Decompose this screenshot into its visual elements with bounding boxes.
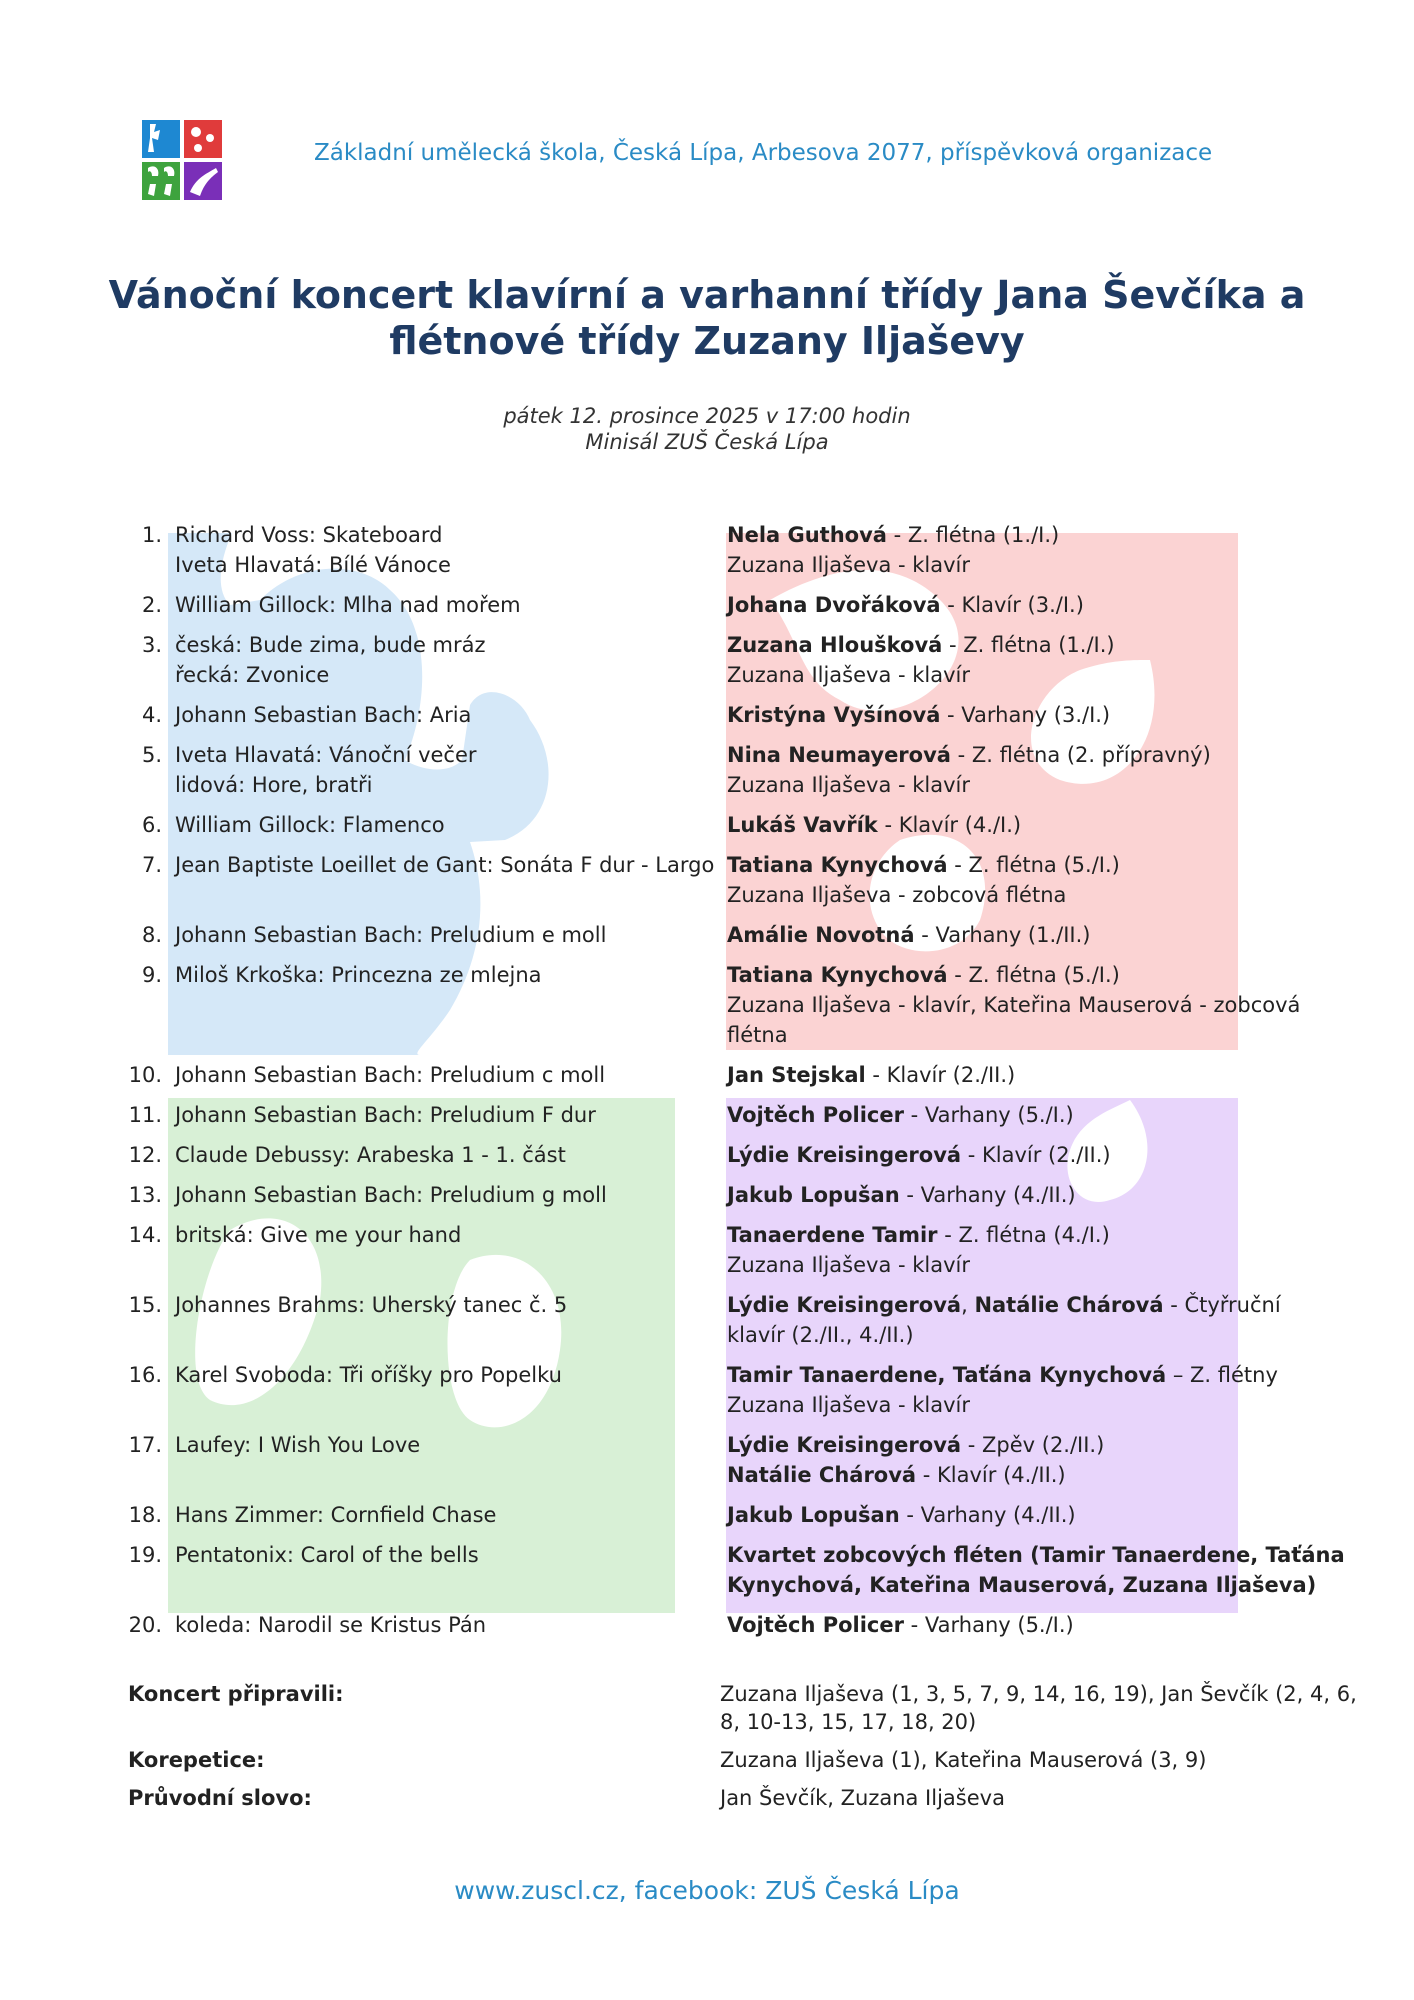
program-piece (175, 1290, 715, 1320)
program-performers (727, 1540, 1345, 1600)
performer-line (727, 590, 1307, 620)
performer-line (727, 1570, 1317, 1600)
program-performers (727, 1180, 1307, 1210)
performer-line (727, 990, 1307, 1020)
korepetice-label: Korepetice: (128, 1748, 265, 1772)
performer-line (727, 1610, 1307, 1640)
school-logo (140, 118, 224, 202)
performer-detail: Zuzana Iljaševa - klavír, Kateřina Mauserová - zobcová (727, 993, 1301, 1017)
korepetice-value: Zuzana Iljaševa (1), Kateřina Mauserová (3, 9) (720, 1748, 1207, 1772)
performer-line (727, 1140, 1307, 1170)
program-number: 15. (128, 1293, 162, 1317)
program-performers (727, 1140, 1307, 1170)
performer-line (727, 1500, 1307, 1530)
performer-name: Tatiana Kynychová (727, 853, 948, 877)
piece-title: Johann Sebastian Bach: Preludium F dur (175, 1103, 596, 1127)
program-performers (727, 740, 1307, 800)
performer-detail: - Varhany (5./I.) (903, 1613, 1074, 1637)
performer-line (727, 1060, 1307, 1090)
performer-detail: - Čtyřruční (1163, 1293, 1281, 1317)
performer-detail: flétna (727, 1023, 788, 1047)
program-piece (175, 1100, 715, 1130)
program-performers (727, 590, 1307, 620)
piece-title: řecká: Zvonice (175, 663, 330, 687)
piece-title: Johannes Brahms: Uherský tanec č. 5 (175, 1293, 568, 1317)
word-label: Průvodní slovo: (128, 1786, 312, 1810)
piece-title: Johann Sebastian Bach: Preludium e moll (175, 923, 607, 947)
performer-name: Johana Dvořáková (727, 593, 941, 617)
program-piece (175, 590, 715, 620)
event-venue: Minisál ZUŠ Česká Lípa (585, 430, 829, 454)
performer-line (727, 1020, 1307, 1050)
program-number: 2. (141, 593, 162, 617)
program-performers (727, 1060, 1307, 1090)
piece-title: Johann Sebastian Bach: Preludium g moll (175, 1183, 607, 1207)
performer-name: Tamir Tanaerdene, Taťána Kynychová (727, 1363, 1167, 1387)
performer-line (727, 1360, 1307, 1390)
performer-name: Vojtěch Policer (727, 1613, 904, 1637)
performer-detail: Zuzana Iljaševa - klavír (727, 553, 971, 577)
program-performers (727, 1100, 1307, 1130)
piece-title: britská: Give me your hand (175, 1223, 462, 1247)
program-piece (175, 520, 715, 580)
program-piece (175, 850, 715, 880)
performer-line (727, 1290, 1307, 1320)
performer-name: Lýdie Kreisingerová (727, 1293, 962, 1317)
prepared-value: Zuzana Iljaševa (1, 3, 5, 7, 9, 14, 16, 19), Jan Ševčík (2, 4, 6, 8, 10-13, 15, 17, 18, 20) (720, 1682, 1357, 1734)
piece-title: Johann Sebastian Bach: Preludium c moll (175, 1063, 606, 1087)
piece-title: Jean Baptiste Loeillet de Gant: Sonáta F dur - Largo (175, 853, 715, 877)
performer-name: Jan Stejskal (727, 1063, 866, 1087)
performer-detail: – Z. flétny (1166, 1363, 1278, 1387)
program-number: 7. (141, 853, 162, 877)
performer-detail: - Varhany (3./I.) (940, 703, 1111, 727)
performer-detail: - Varhany (5./I.) (903, 1103, 1074, 1127)
performer-detail: Zuzana Iljaševa - klavír (727, 773, 971, 797)
piece-title: Karel Svoboda: Tři oříšky pro Popelku (175, 1363, 562, 1387)
performer-name: Nina Neumayerová (727, 743, 951, 767)
performer-line (727, 850, 1307, 880)
performer-line (727, 740, 1307, 770)
performer-detail: Zuzana Iljaševa - zobcová flétna (727, 883, 1067, 907)
performer-line (727, 1460, 1307, 1490)
piece-title: česká: Bude zima, bude mráz (175, 633, 486, 657)
performer-line (727, 1180, 1307, 1210)
performer-name: Jakub Lopušan (727, 1183, 900, 1207)
performer-name: Kristýna Vyšínová (727, 703, 941, 727)
performer-line (727, 880, 1307, 910)
program-piece (175, 1610, 715, 1640)
program-performers (727, 1500, 1307, 1530)
performer-detail: - Varhany (4./II.) (899, 1503, 1076, 1527)
performer-line (727, 810, 1307, 840)
footer-links[interactable]: www.zuscl.cz, facebook: ZUŠ Česká Lípa (454, 1876, 960, 1905)
piece-title: Claude Debussy: Arabeska 1 - 1. část (175, 1143, 566, 1167)
performer-detail: - Klavír (3./I.) (940, 593, 1084, 617)
performer-detail: klavír (2./II., 4./II.) (727, 1323, 914, 1347)
performer-detail: - Klavír (4./I.) (877, 813, 1022, 837)
piece-title: Pentatonix: Carol of the bells (175, 1543, 479, 1567)
program-piece (175, 700, 715, 730)
program-number: 8. (141, 923, 162, 947)
title-line-2: flétnové třídy Zuzany Iljaševy (389, 319, 1025, 363)
program-number: 16. (128, 1363, 162, 1387)
performer-name: Lýdie Kreisingerová (727, 1433, 962, 1457)
program-piece (175, 1180, 715, 1210)
performer-detail: Zuzana Iljaševa - klavír (727, 1393, 971, 1417)
performer-line (727, 1320, 1307, 1350)
performer-name: Natálie Chárová (727, 1463, 917, 1487)
performer-name: Kynychová, Kateřina Mauserová, Zuzana Iljaševa) (727, 1573, 1317, 1597)
program-number: 10. (128, 1063, 162, 1087)
performer-line (727, 960, 1307, 990)
piece-title: Iveta Hlavatá: Bílé Vánoce (175, 553, 451, 577)
performer-detail: - Z. flétna (1./I.) (942, 633, 1115, 657)
program-number: 20. (128, 1613, 162, 1637)
piece-title: Laufey: I Wish You Love (175, 1433, 421, 1457)
performer-name: Tatiana Kynychová (727, 963, 948, 987)
program-piece (175, 810, 715, 840)
program-performers (727, 850, 1307, 910)
program-piece (175, 630, 715, 690)
performer-line (727, 550, 1307, 580)
program-number: 3. (141, 633, 162, 657)
program-piece (175, 1140, 715, 1170)
performer-detail: - Klavír (2./II.) (865, 1063, 1016, 1087)
program-piece (175, 1430, 715, 1460)
performer-name: Natálie Chárová (974, 1293, 1164, 1317)
program-piece (175, 1060, 715, 1090)
program-performers (727, 630, 1307, 690)
performer-name: Vojtěch Policer (727, 1103, 904, 1127)
performer-line (727, 1100, 1307, 1130)
program-number: 4. (141, 703, 162, 727)
program-number: 18. (128, 1503, 162, 1527)
piece-title: William Gillock: Mlha nad mořem (175, 593, 521, 617)
program-piece (175, 960, 715, 990)
performer-line (727, 1430, 1307, 1460)
program-performers (727, 1360, 1307, 1420)
performer-name: Lýdie Kreisingerová (727, 1143, 962, 1167)
piece-title: Hans Zimmer: Cornfield Chase (175, 1503, 497, 1527)
performer-name: Kvartet zobcových fléten (Tamir Tanaerdene, Taťána (727, 1543, 1345, 1567)
performer-detail: Zuzana Iljaševa - klavír (727, 663, 971, 687)
program-number: 6. (141, 813, 162, 837)
event-date: pátek 12. prosince 2025 v 17:00 hodin (503, 404, 911, 428)
performer-detail: , (961, 1293, 975, 1317)
program-piece (175, 1220, 715, 1250)
piece-title: Richard Voss: Skateboard (175, 523, 443, 547)
program-performers (727, 700, 1307, 730)
word-value: Jan Ševčík, Zuzana Iljaševa (720, 1786, 1005, 1810)
program-performers (727, 1220, 1307, 1280)
performer-detail: - Z. flétna (2. přípravný) (950, 743, 1211, 767)
performer-detail: Zuzana Iljaševa - klavír (727, 1253, 971, 1277)
piece-title: William Gillock: Flamenco (175, 813, 445, 837)
performer-name: Amálie Novotná (727, 923, 915, 947)
performer-line (727, 660, 1307, 690)
performer-detail: - Varhany (1./II.) (914, 923, 1091, 947)
program-number: 11. (128, 1103, 162, 1127)
program-number: 12. (128, 1143, 162, 1167)
program-performers (727, 1610, 1307, 1640)
performer-line (727, 700, 1307, 730)
program-number: 5. (141, 743, 162, 767)
performer-detail: - Zpěv (2./II.) (961, 1433, 1105, 1457)
program-piece (175, 1540, 715, 1570)
program-performers (727, 810, 1307, 840)
program-number: 17. (128, 1433, 162, 1457)
piece-title: Johann Sebastian Bach: Aria (175, 703, 472, 727)
performer-detail: - Klavír (4./II.) (916, 1463, 1066, 1487)
performer-line (727, 1390, 1307, 1420)
performer-name: Zuzana Hloušková (727, 633, 943, 657)
performer-line (727, 520, 1307, 550)
performer-detail: - Klavír (2./II.) (961, 1143, 1111, 1167)
program-performers (727, 1290, 1307, 1350)
piece-title: koleda: Narodil se Kristus Pán (175, 1613, 487, 1637)
prepared-label: Koncert připravili: (128, 1682, 344, 1706)
school-name: Základní umělecká škola, Česká Lípa, Arbesova 2077, příspěvková organizace (314, 140, 1213, 166)
title-line-1: Vánoční koncert klavírní a varhanní třídy Jana Ševčíka a (108, 273, 1306, 317)
program-piece (175, 1360, 715, 1390)
program-number: 13. (128, 1183, 162, 1207)
page-title (60, 272, 1354, 364)
performer-detail: - Z. flétna (5./I.) (947, 963, 1120, 987)
program-number: 9. (141, 963, 162, 987)
program-performers (727, 520, 1307, 580)
program-performers (727, 960, 1307, 1050)
performer-line (727, 920, 1307, 950)
performer-detail: - Z. flétna (4./I.) (937, 1223, 1110, 1247)
piece-title: Iveta Hlavatá: Vánoční večer (175, 743, 477, 767)
performer-line (727, 1220, 1307, 1250)
performer-name: Nela Guthová (727, 523, 887, 547)
performer-line (727, 1540, 1345, 1570)
performer-line (727, 1250, 1307, 1280)
performer-name: Lukáš Vavřík (727, 813, 878, 837)
program-number: 19. (128, 1543, 162, 1567)
performer-detail: - Z. flétna (5./I.) (947, 853, 1120, 877)
program-piece (175, 740, 715, 800)
program-performers (727, 1430, 1307, 1490)
program-piece (175, 1500, 715, 1530)
performer-name: Jakub Lopušan (727, 1503, 900, 1527)
performer-detail: - Varhany (4./II.) (899, 1183, 1076, 1207)
program-piece (175, 920, 715, 950)
piece-title: lidová: Hore, bratři (175, 773, 373, 797)
performer-name: Tanaerdene Tamir (727, 1223, 938, 1247)
piece-title: Miloš Krkoška: Princezna ze mlejna (175, 963, 542, 987)
performer-detail: - Z. flétna (1./I.) (886, 523, 1060, 547)
program-number: 14. (128, 1223, 162, 1247)
performer-line (727, 630, 1307, 660)
program-number: 1. (141, 523, 162, 547)
performer-line (727, 770, 1307, 800)
program-performers (727, 920, 1307, 950)
